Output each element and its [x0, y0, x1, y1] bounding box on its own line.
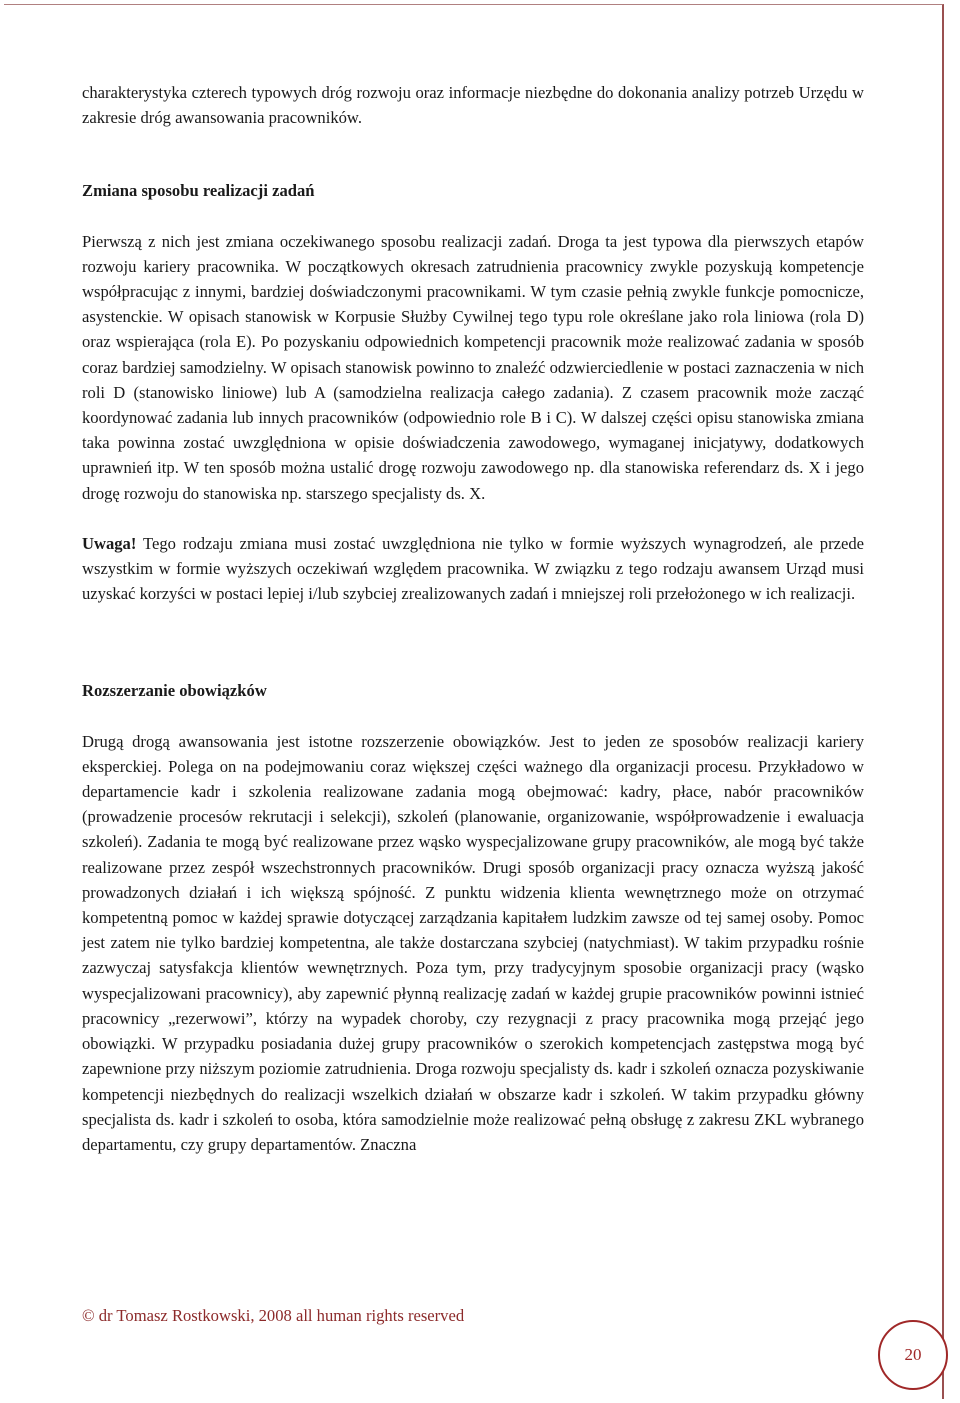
note-label: Uwaga!	[82, 533, 137, 553]
section-heading-task-change: Zmiana sposobu realizacji zadań	[82, 181, 315, 201]
note-text: Tego rodzaju zmiana musi zostać uwzględniona nie tylko w formie wyższych wynagrodzeń, ale przede wszystkim w formie wyższych oczekiwań względem pracownika. W związku z tego rodzaju awansem Urząd musi uzyskać korzyści w postaci lepiej i/lub szybciej zrealizowanych zadań i mniejszej roli przełożonego w ich realizacji.	[82, 533, 864, 604]
page-number: 20	[904, 1345, 922, 1364]
section2-paragraph: Drugą drogą awansowania jest istotne rozszerzenie obowiązków. Jest to jeden ze sposobów realizacji kariery eksperckiej. Polega on na podejmowaniu coraz większej części ważnego dla organizacji procesu. Przykładowo w departamencie kadr i szkolenia realizowane zadania mogą obejmować: kadry, płace, nabór pracowników (prowadzenie procesów rekrutacji i selekcji), szkoleń (planowanie, organizowanie, współprowadzenie i ewaluacja szkoleń). Zadania te mogą być realizowane przez wąsko wyspecjalizowane grupy pracowników, ale mogą być także realizowane przez zespół wszechstronnych pracowników. Drugi sposób organizacji pracy oznacza wyższą jakość prowadzonych działań i ich większą spójność. Z punktu widzenia klienta wewnętrznego może on otrzymać kompetentną pomoc w każdej sprawie dotyczącej zarządzania kapitałem ludzkim zawsze od tej samej osoby. Pomoc jest zatem nie tylko bardziej kompetentna, ale także dostarczana szybciej (natychmiast). W takim przypadku rośnie zazwyczaj satysfakcja klientów wewnętrznych. Poza tym, przy tradycyjnym sposobie organizacji pracy (wąsko wyspecjalizowani pracownicy), aby zapewnić płynną realizację zadań w każdej grupie pracowników powinni istnieć pracownicy „rezerwowi”, którzy na wypadek choroby, czy rezygnacji z pracy pracownika mogą przejąć jego obowiązki. W przypadku posiadania dużej grupy pracowników o szerokich kompetencjach zastępstwa mogą być zapewnione przy niższym poziomie zatrudnienia. Droga rozwoju specjalisty ds. kadr i szkoleń oznacza pozyskiwanie kompetencji niezbędnych do realizacji wszelkich działań w obszarze kadr i szkoleń. W takim przypadku główny specjalista ds. kadr i szkoleń to osoba, która samodzielnie może realizować pełną obsługę z zakresu ZKL wybranego departamentu, czy grupy departamentów. Znaczna	[82, 731, 864, 1154]
document-body	[82, 80, 864, 1157]
intro-paragraph: charakterystyka czterech typowych dróg rozwoju oraz informacje niezbędne do dokonania analizy potrzeb Urzędu w zakresie dróg awansowania pracowników.	[82, 83, 864, 128]
note-paragraph	[82, 531, 864, 607]
section-heading-duties-expansion: Rozszerzanie obowiązków	[82, 681, 267, 701]
footer-copyright: © dr Tomasz Rostkowski, 2008 all human rights reserved	[82, 1306, 465, 1325]
section1-paragraph: Pierwszą z nich jest zmiana oczekiwanego sposobu realizacji zadań. Droga ta jest typowa dla pierwszych etapów rozwoju kariery pracownika. W początkowych okresach zatrudnienia pracownicy zwykle pozyskują kompetencje współpracując z innymi, bardziej doświadczonymi pracownikami. W tym czasie pełnią zwykle funkcje pomocnicze, asystenckie. W opisach stanowisk w Korpusie Służby Cywilnej tego typu role określane jako rola liniowa (rola D) oraz wspierająca (rola E). Po pozyskaniu odpowiednich kompetencji pracownik może realizować zadania w sposób coraz bardziej samodzielny. W opisach stanowisk powinno to znaleźć odzwierciedlenie w postaci zaznaczenia w nich roli D (stanowisko liniowe) lub A (samodzielna realizacja całego zadania). Z czasem pracownik może zacząć koordynować zadania lub innych pracowników (odpowiednio role B i C). W dalszej części opisu stanowiska zmiana taka powinna zostać uwzględniona w opisie doświadczenia zawodowego, wymaganej inicjatywy, dodatkowych uprawnień itp. W ten sposób można ustalić drogę rozwoju zawodowego np. dla stanowiska referendarz ds. X i jego drogę rozwoju do stanowiska np. starszego specjalisty ds. X.	[82, 231, 864, 503]
page-number-badge	[878, 1320, 948, 1390]
